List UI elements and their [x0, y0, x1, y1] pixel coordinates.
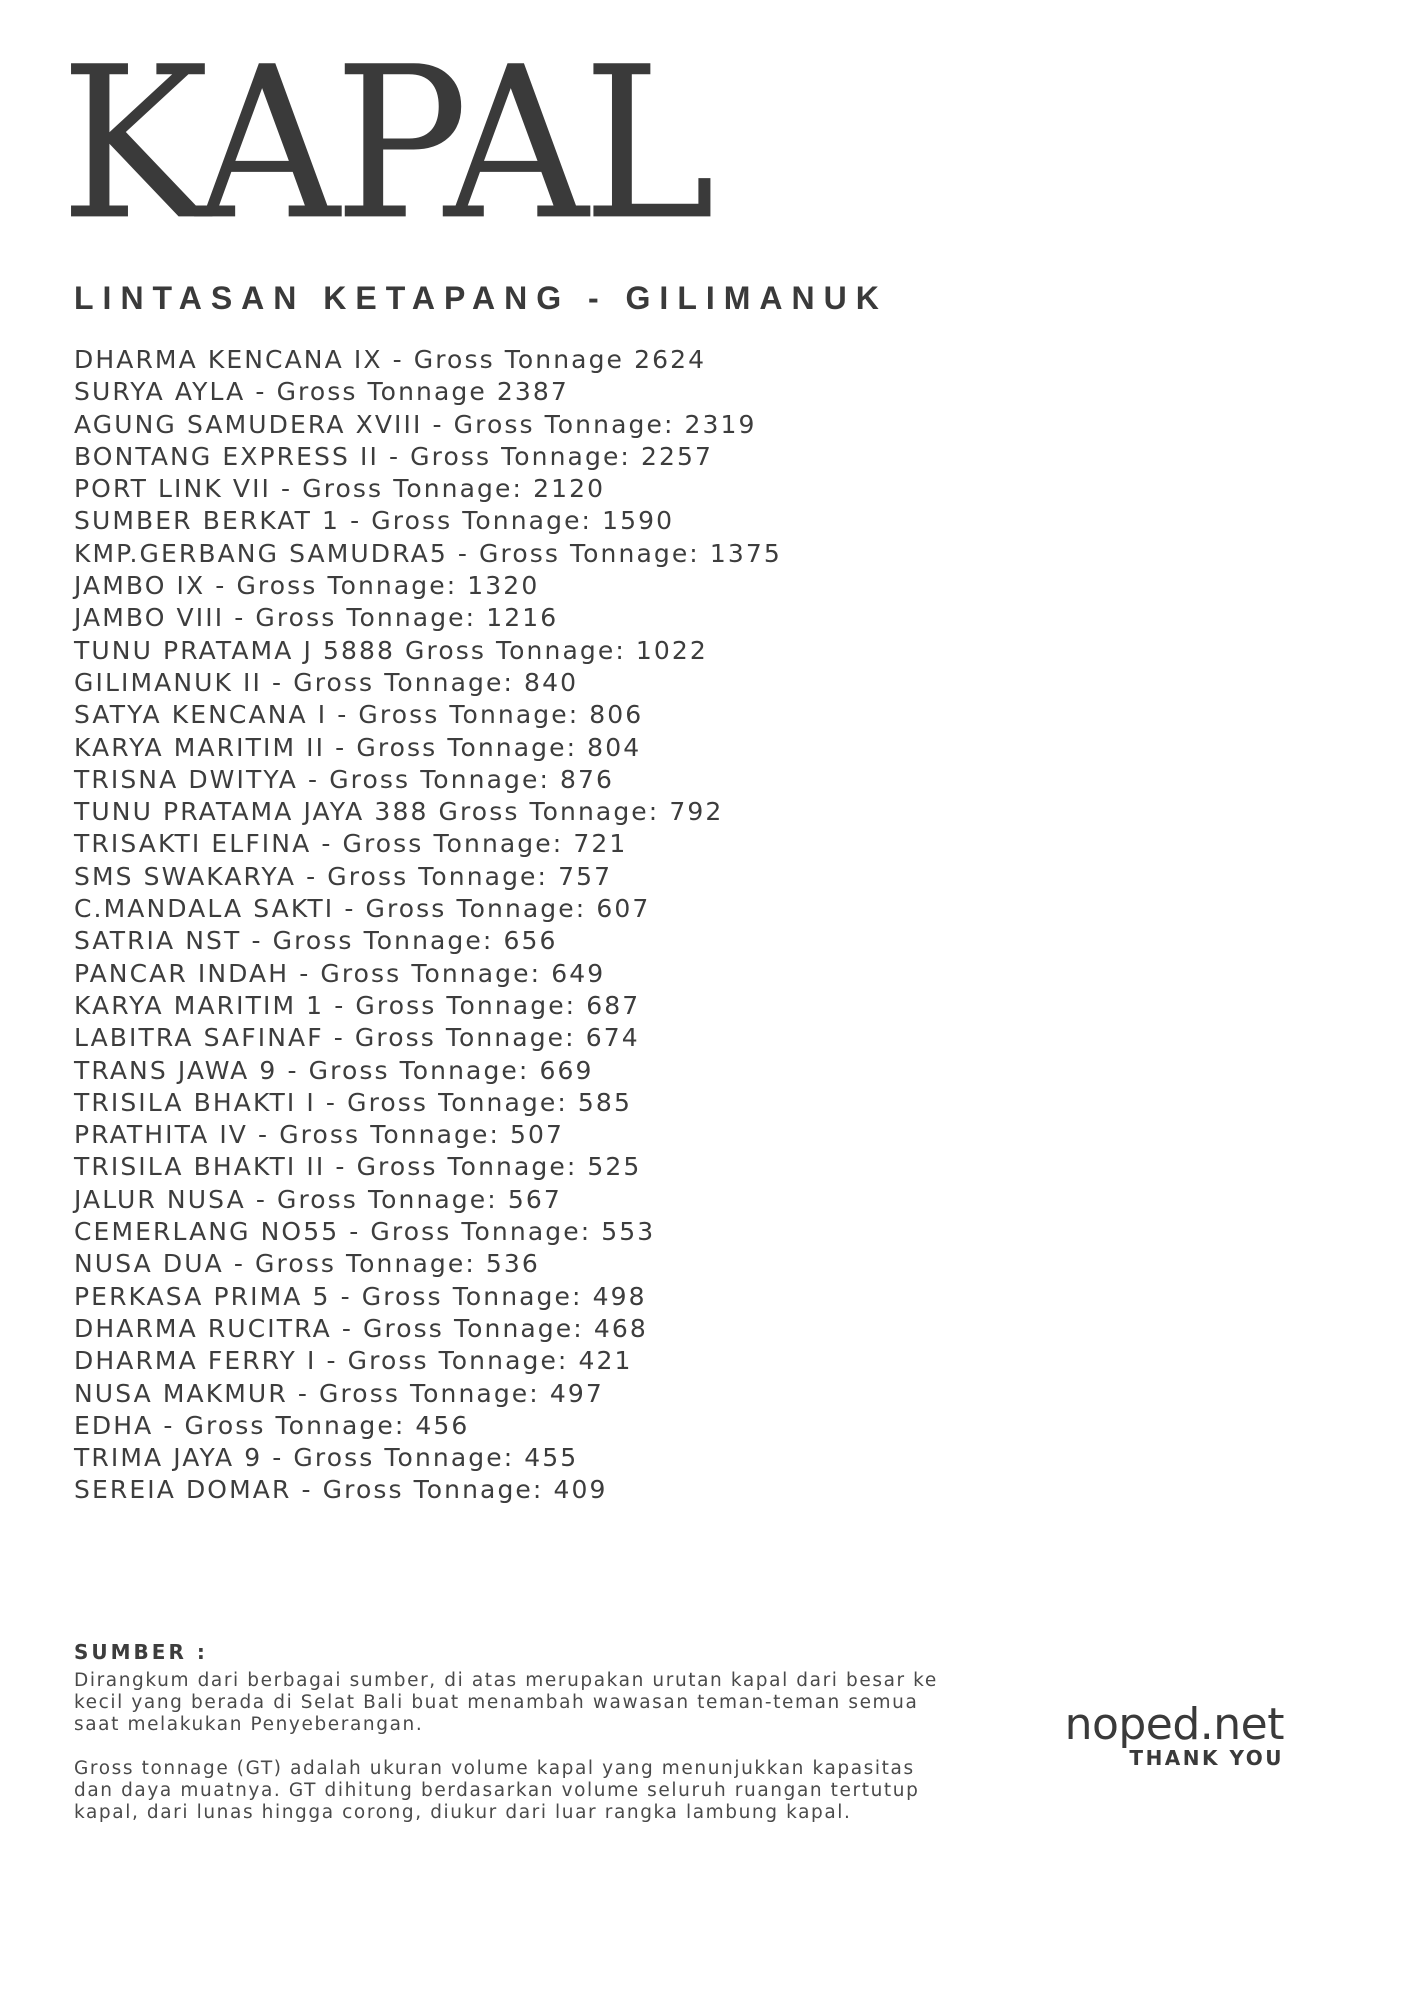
source-paragraph: Dirangkum dari berbagai sumber, di atas merupakan urutan kapal dari besar ke kecil yang berada di Selat Bali buat menambah wawasan teman-teman semua saat melakukan Penyeberangan. [74, 1670, 938, 1735]
ship-item: LABITRA SAFINAF - Gross Tonnage: 674 [74, 1023, 640, 1053]
ship-item: SMS SWAKARYA - Gross Tonnage: 757 [74, 861, 613, 891]
ship-item: NUSA MAKMUR - Gross Tonnage: 497 [74, 1378, 604, 1408]
site-name: noped.net [1064, 1699, 1284, 1750]
ship-item: TRISILA BHAKTI II - Gross Tonnage: 525 [74, 1152, 642, 1182]
ship-item: DHARMA FERRY I - Gross Tonnage: 421 [74, 1346, 633, 1376]
source-heading: SUMBER : [74, 1640, 208, 1664]
ship-item: PRATHITA IV - Gross Tonnage: 507 [74, 1120, 565, 1150]
ship-item: TUNU PRATAMA J 5888 Gross Tonnage: 1022 [74, 635, 708, 665]
gt-definition-paragraph: Gross tonnage (GT) adalah ukuran volume kapal yang menunjukkan kapasitas dan daya muatnya. GT dihitung berdasarkan volume seluruh ruangan tertutup kapal, dari lunas hingga corong, diukur dari luar rangka lambung kapal. [74, 1758, 920, 1823]
ship-item: TUNU PRATAMA JAYA 388 Gross Tonnage: 792 [74, 797, 724, 827]
ship-item: KMP.GERBANG SAMUDRA5 - Gross Tonnage: 1375 [74, 538, 782, 568]
ship-item: BONTANG EXPRESS II - Gross Tonnage: 2257 [74, 441, 714, 471]
ship-item: PORT LINK VII - Gross Tonnage: 2120 [74, 474, 606, 504]
brand-signature [1065, 1700, 1284, 1770]
ship-item: JAMBO IX - Gross Tonnage: 1320 [74, 571, 540, 601]
ship-item: SATYA KENCANA I - Gross Tonnage: 806 [74, 700, 644, 730]
ship-item: CEMERLANG NO55 - Gross Tonnage: 553 [74, 1217, 656, 1247]
source-section [74, 1640, 944, 1824]
ship-item: KARYA MARITIM II - Gross Tonnage: 804 [74, 732, 642, 762]
ship-item: JALUR NUSA - Gross Tonnage: 567 [74, 1184, 562, 1214]
ship-item: PERKASA PRIMA 5 - Gross Tonnage: 498 [74, 1281, 647, 1311]
ship-item: SURYA AYLA - Gross Tonnage 2387 [74, 377, 569, 407]
ship-item: C.MANDALA SAKTI - Gross Tonnage: 607 [74, 894, 651, 924]
ship-item: TRISNA DWITYA - Gross Tonnage: 876 [74, 764, 615, 794]
route-subtitle: LINTASAN KETAPANG - GILIMANUK [74, 280, 888, 316]
ship-item: JAMBO VIII - Gross Tonnage: 1216 [74, 603, 559, 633]
ship-item: DHARMA KENCANA IX - Gross Tonnage 2624 [74, 345, 707, 374]
ship-list [74, 344, 782, 1507]
ship-item: TRANS JAWA 9 - Gross Tonnage: 669 [74, 1055, 594, 1085]
ship-item: GILIMANUK II - Gross Tonnage: 840 [74, 667, 579, 697]
ship-item: TRIMA JAYA 9 - Gross Tonnage: 455 [74, 1443, 579, 1473]
ship-item: NUSA DUA - Gross Tonnage: 536 [74, 1249, 540, 1279]
ship-item: KARYA MARITIM 1 - Gross Tonnage: 687 [74, 990, 641, 1020]
thank-you-text: THANK YOU [1129, 1746, 1284, 1770]
ship-item: SUMBER BERKAT 1 - Gross Tonnage: 1590 [74, 506, 675, 536]
ship-item: AGUNG SAMUDERA XVIII - Gross Tonnage: 2319 [74, 409, 757, 439]
ship-item: SEREIA DOMAR - Gross Tonnage: 409 [74, 1475, 608, 1505]
ship-item: EDHA - Gross Tonnage: 456 [74, 1410, 470, 1440]
ship-item: PANCAR INDAH - Gross Tonnage: 649 [74, 958, 606, 988]
page-title: KAPAL [60, 22, 710, 267]
ship-item: TRISILA BHAKTI I - Gross Tonnage: 585 [74, 1087, 632, 1117]
ship-item: SATRIA NST - Gross Tonnage: 656 [74, 926, 558, 956]
ship-item: DHARMA RUCITRA - Gross Tonnage: 468 [74, 1313, 648, 1343]
ship-item: TRISAKTI ELFINA - Gross Tonnage: 721 [74, 829, 628, 859]
